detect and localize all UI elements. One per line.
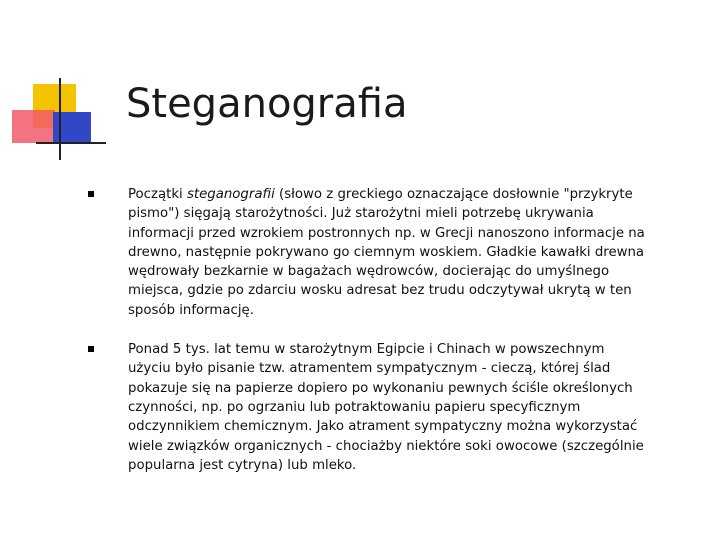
bullet-square-icon — [88, 191, 94, 197]
bullet-text-rest: (słowo z greckiego oznaczające dosłownie "przykryte pismo") sięgają starożytności. Już starożytni mieli potrzebę ukrywania informacji przed wzrokiem postronnych np. w Grecji nanoszono informacje na drewno, następnie pokrywano go ciemnym woskiem. Gładkie kawałki drewna wędrowały bezkarnie w bagażach wędrowców, docierając do umyślnego miejsca, gdzie po zdarciu wosku adresat bez trudu odczytywał ukrytą w ten sposób informację. — [128, 187, 645, 318]
bullet-list — [88, 185, 648, 475]
slide-title: Steganografia — [126, 81, 408, 127]
decorative-logo — [0, 0, 110, 170]
bullet-text-start: Początki — [128, 187, 187, 202]
bullet-text: Ponad 5 tys. lat temu w starożytnym Egipcie i Chinach w powszechnym użyciu było pisanie tzw. atramentem sympatycznym - cieczą, której ślad pokazuje się na papierze dopiero po wykonaniu pewnych ściśle określonych czynności, np. po ogrzaniu lub potraktowaniu papieru specyficznym odczynnikiem chemicznym. Jako atrament sympatyczny można wykorzystać wiele związków organicznych - chociażby niektóre soki owocowe (szczególnie popularna jest cytryna) lub mleko. — [128, 342, 644, 473]
bullet-item — [88, 340, 648, 475]
bullet-square-icon — [88, 346, 94, 352]
bullet-item — [88, 185, 648, 320]
logo-red-square — [12, 110, 55, 143]
logo-horizontal-line — [36, 142, 106, 144]
bullet-text-italic: steganografii — [186, 187, 275, 202]
logo-vertical-line — [59, 78, 61, 160]
bullet-text — [128, 185, 648, 320]
